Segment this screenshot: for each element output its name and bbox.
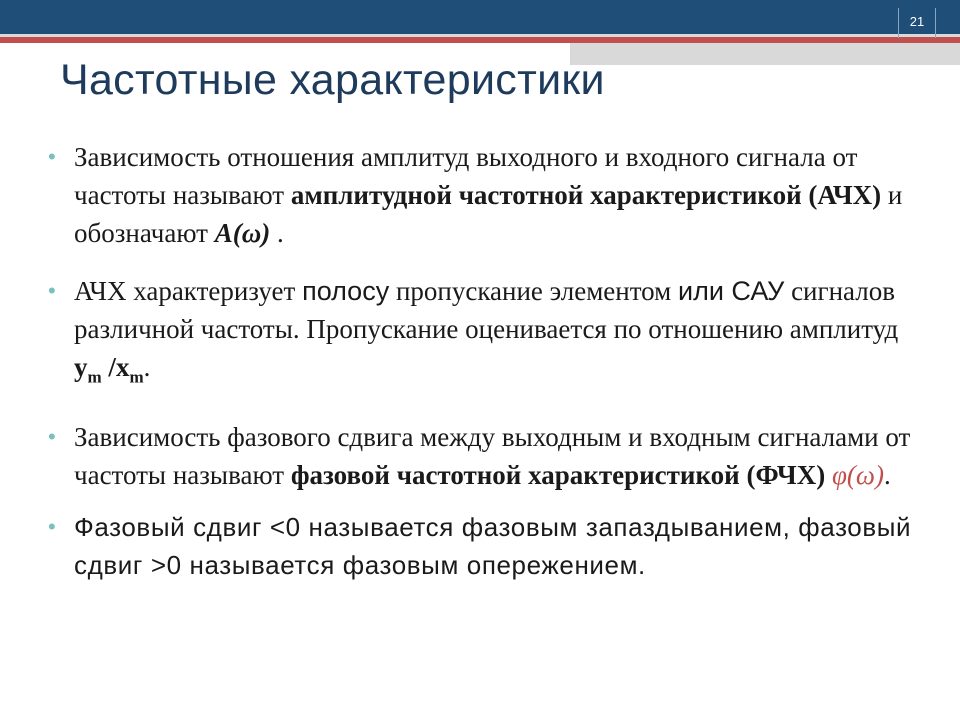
formula: A(ω) — [214, 218, 271, 248]
bullet-dot-icon: • — [48, 424, 56, 450]
bullet-text: пропускание элементом — [389, 276, 679, 306]
bullet-sans-text: полосу — [302, 276, 390, 306]
bullet-item-4 — [44, 508, 924, 584]
slide-title: Частотные характеристики — [60, 56, 605, 104]
bullet-bold-term: фазовой частотной характеристикой (ФЧХ) — [290, 460, 832, 491]
header-bar — [0, 0, 960, 34]
bullet-item-3 — [44, 418, 924, 494]
formula-y-subscript: m — [87, 367, 102, 387]
bullet-text: АЧХ характеризует — [74, 276, 303, 306]
bullet-text: Фазовый сдвиг <0 называется фазовым запаздыванием, фазовый сдвиг >0 называется фазовым опережением. — [74, 512, 912, 581]
bullet-sans-text: или САУ — [678, 276, 785, 306]
bullet-dot-icon: • — [48, 514, 57, 540]
bullet-item-2 — [44, 272, 924, 396]
bullet-text: сигналов различной частоты. Пропускание оценивается по отношению амплитуд — [74, 276, 899, 344]
bullet-text: . — [883, 460, 891, 491]
bullet-bold-term: амплитудной частотной характеристикой (АЧХ) — [290, 180, 882, 210]
bullet-text: . — [270, 218, 284, 248]
formula-slash: / — [101, 352, 116, 382]
bullet-dot-icon: • — [48, 278, 56, 303]
bullet-list — [44, 138, 924, 584]
bullet-text: и обозначают — [74, 180, 903, 248]
bullet-item-1 — [44, 138, 924, 252]
bullet-text: . — [143, 352, 151, 382]
title-decoration — [570, 43, 960, 65]
slide-number: 21 — [909, 14, 925, 29]
formula-x-subscript: m — [129, 367, 144, 387]
formula-y: y — [74, 352, 88, 382]
bullet-text: Зависимость отношения амплитуд выходного и входного сигнала от частоты называют — [74, 142, 858, 210]
formula-phi: φ(ω) — [832, 460, 884, 491]
bullet-dot-icon: • — [48, 144, 56, 169]
formula-x: x — [115, 352, 130, 382]
bullet-text: Зависимость фазового сдвига между выходным и входным сигналами от частоты называют — [74, 422, 911, 491]
